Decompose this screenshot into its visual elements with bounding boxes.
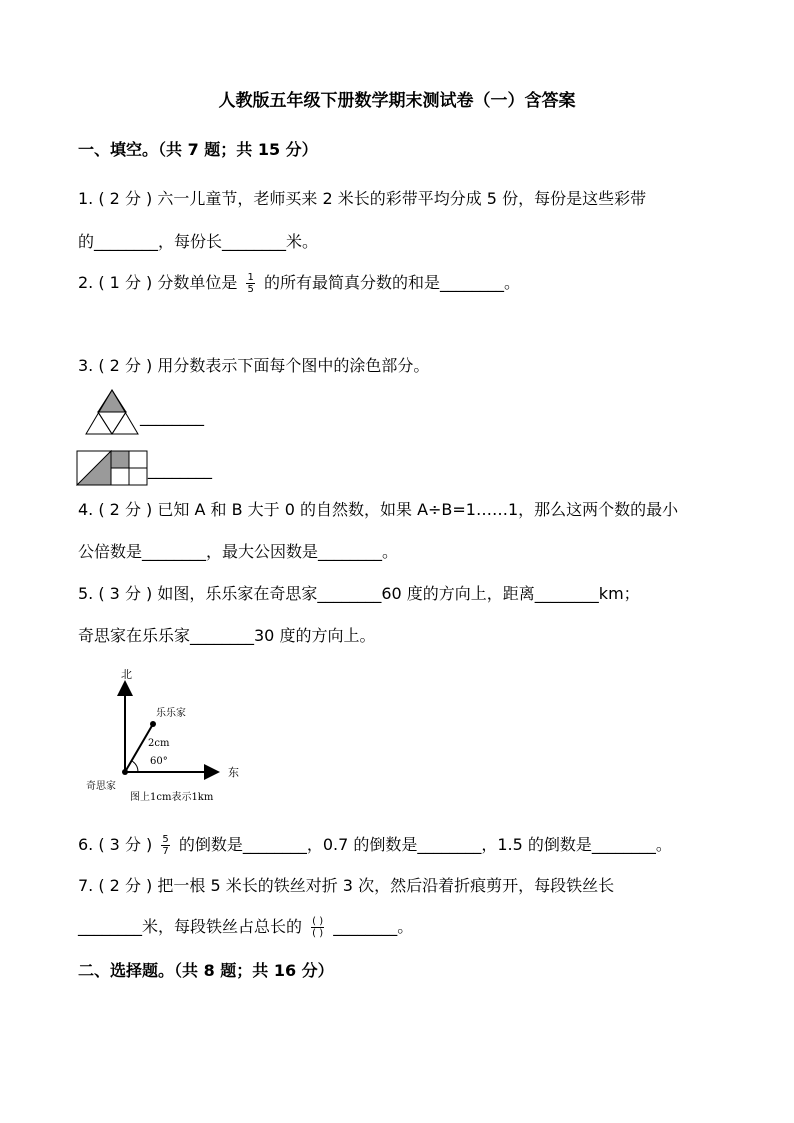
question-6-text-post: 的倒数是________，0.7 的倒数是________，1.5 的倒数是________。 [178, 835, 672, 854]
question-7-line-2 [78, 914, 413, 939]
shaded-triangle-figure [84, 388, 140, 436]
question-5-line-2: 奇思家在乐乐家________30 度的方向上。 [78, 626, 376, 645]
answer-blank-figure-1: ________ [140, 407, 204, 426]
question-2-text-post: 的所有最简真分数的和是________。 [263, 273, 520, 292]
qisi-home-label: 奇思家 [86, 781, 116, 792]
section-heading-multiple-choice: 二、选择题。（共 8 题；共 16 分） [78, 961, 334, 980]
section-heading-fill-in: 一、填空。（共 7 题；共 15 分） [78, 140, 318, 159]
fraction-blank [311, 916, 324, 939]
fraction-denominator: 5 [247, 284, 254, 295]
lele-home-point [150, 721, 156, 727]
question-7-text-pre: ________米，每段铁丝占总长的 [78, 917, 303, 936]
fraction-numerator: 1 [247, 272, 254, 283]
question-5-line-1: 5. ( 3 分 ) 如图，乐乐家在奇思家________60 度的方向上，距离________km； [78, 584, 640, 603]
question-3: 3. ( 2 分 ) 用分数表示下面每个图中的涂色部分。 [78, 356, 430, 375]
distance-label: 2cm [148, 738, 170, 749]
question-2 [78, 270, 520, 295]
question-1-line-1: 1. ( 2 分 ) 六一儿童节，老师买来 2 米长的彩带平均分成 5 份，每份是这些彩带 [78, 189, 647, 208]
east-label: 东 [228, 766, 239, 779]
angle-arc [132, 761, 138, 772]
question-7-line-1: 7. ( 2 分 ) 把一根 5 米长的铁丝对折 3 次，然后沿着折痕剪开，每段铁丝长 [78, 876, 615, 895]
question-6 [78, 832, 672, 857]
question-6-text-pre: 6. ( 3 分 ) [78, 835, 153, 854]
question-1-line-2: 的________，每份长________米。 [78, 232, 319, 251]
shaded-rectangle-figure [76, 450, 148, 486]
direction-diagram [80, 662, 250, 804]
fraction-numerator: 5 [162, 834, 169, 845]
scale-label: 图上1cm表示1km [130, 792, 214, 803]
question-2-text-pre: 2. ( 1 分 ) 分数单位是 [78, 273, 238, 292]
page-title: 人教版五年级下册数学期末测试卷（一）含答案 [218, 91, 576, 111]
question-4-line-1: 4. ( 2 分 ) 已知 A 和 B 大于 0 的自然数，如果 A÷B=1……1，那么这两个数的最小 [78, 500, 679, 519]
answer-blank-figure-2: ________ [148, 460, 212, 479]
lele-home-label: 乐乐家 [156, 708, 186, 719]
north-label: 北 [121, 668, 132, 681]
fraction-numerator: ( ) [312, 916, 324, 927]
fraction-five-sevenths [161, 834, 169, 857]
angle-label: 60° [150, 756, 168, 767]
question-4-line-2: 公倍数是________，最大公因数是________。 [78, 542, 399, 561]
fraction-one-fifth [246, 272, 254, 295]
fraction-denominator: ( ) [312, 928, 324, 939]
qisi-home-point [122, 769, 128, 775]
question-7-text-post: ________。 [333, 917, 414, 936]
fraction-denominator: 7 [162, 846, 169, 857]
